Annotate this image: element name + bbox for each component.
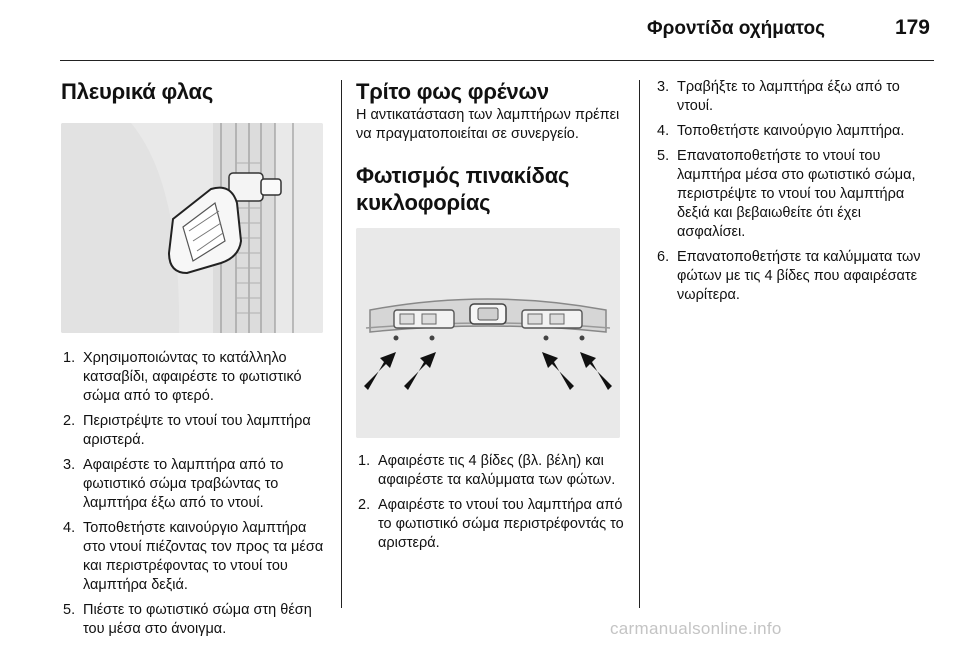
licence-plate-steps-part1 <box>356 452 626 553</box>
running-header-title: Φροντίδα οχήματος <box>647 18 825 39</box>
column-divider-1 <box>341 80 342 608</box>
column-brake-and-plate-lights <box>356 78 626 559</box>
list-item: 1. Αφαιρέστε τις 4 βίδες (βλ. βέλη) και αφαιρέστε τα καλύμματα των φώτων. <box>358 453 616 488</box>
column-licence-plate-steps-continued <box>655 78 925 311</box>
list-item: 5. Πιέστε το φωτιστικό σώμα στη θέση του μέσα στο άνοιγμα. <box>63 602 312 637</box>
section-heading-side-indicators: Πλευρικά φλας <box>61 79 214 104</box>
list-item: 3. Τραβήξτε το λαμπτήρα έξω από το ντουί. <box>657 79 900 114</box>
list-item: 2. Αφαιρέστε το ντουί του λαμπτήρα από το φωτιστικό σώμα περιστρέφοντάς το αριστερά. <box>358 497 624 551</box>
list-item: 1. Χρησιμοποιώντας το κατάλληλο κατσαβίδι, αφαιρέστε το φωτιστικό σώμα από το φτερό. <box>63 350 302 404</box>
licence-plate-steps-part2 <box>655 78 925 305</box>
side-indicator-illustration <box>61 123 323 333</box>
page-number: 179 <box>894 16 930 39</box>
watermark-text: carmanualsonline.info <box>610 619 782 638</box>
header-divider <box>60 60 934 61</box>
list-item: 6. Επανατοποθετήστε τα καλύμματα των φώτων με τις 4 βίδες που αφαιρέσατε νωρίτερα. <box>657 249 921 303</box>
brake-light-note: Η αντικατάσταση των λαμπτήρων πρέπει να πραγματοποιείται σε συνεργείο. <box>356 107 620 142</box>
section-heading-third-brake-light: Τρίτο φως φρένων <box>356 79 549 104</box>
list-item: 4. Τοποθετήστε καινούργιο λαμπτήρα. <box>657 123 905 139</box>
list-item: 4. Τοποθετήστε καινούργιο λαμπτήρα στο ντουί πιέζοντας τον προς τα μέσα και περιστρέφοντας το ντουί του λαμπτήρα δεξιά. <box>63 520 324 593</box>
licence-plate-light-illustration <box>356 228 620 438</box>
side-indicator-steps <box>61 349 331 639</box>
list-item: 2. Περιστρέψτε το ντουί του λαμπτήρα αριστερά. <box>63 413 311 448</box>
section-heading-licence-plate-light: Φωτισμός πινακίδας κυκλοφορίας <box>356 163 570 215</box>
column-side-indicators <box>61 78 331 645</box>
list-item: 3. Αφαιρέστε το λαμπτήρα από το φωτιστικό σώμα τραβώντας το λαμπτήρα έξω από το ντουί. <box>63 457 284 511</box>
list-item: 5. Επανατοποθετήστε το ντουί του λαμπτήρα μέσα στο φωτιστικό σώμα, περιστρέψτε το ντουί του λαμπτήρα δεξιά και βεβαιωθείτε ότι έχει ασφαλίσει. <box>657 148 916 240</box>
column-divider-2 <box>639 80 640 608</box>
